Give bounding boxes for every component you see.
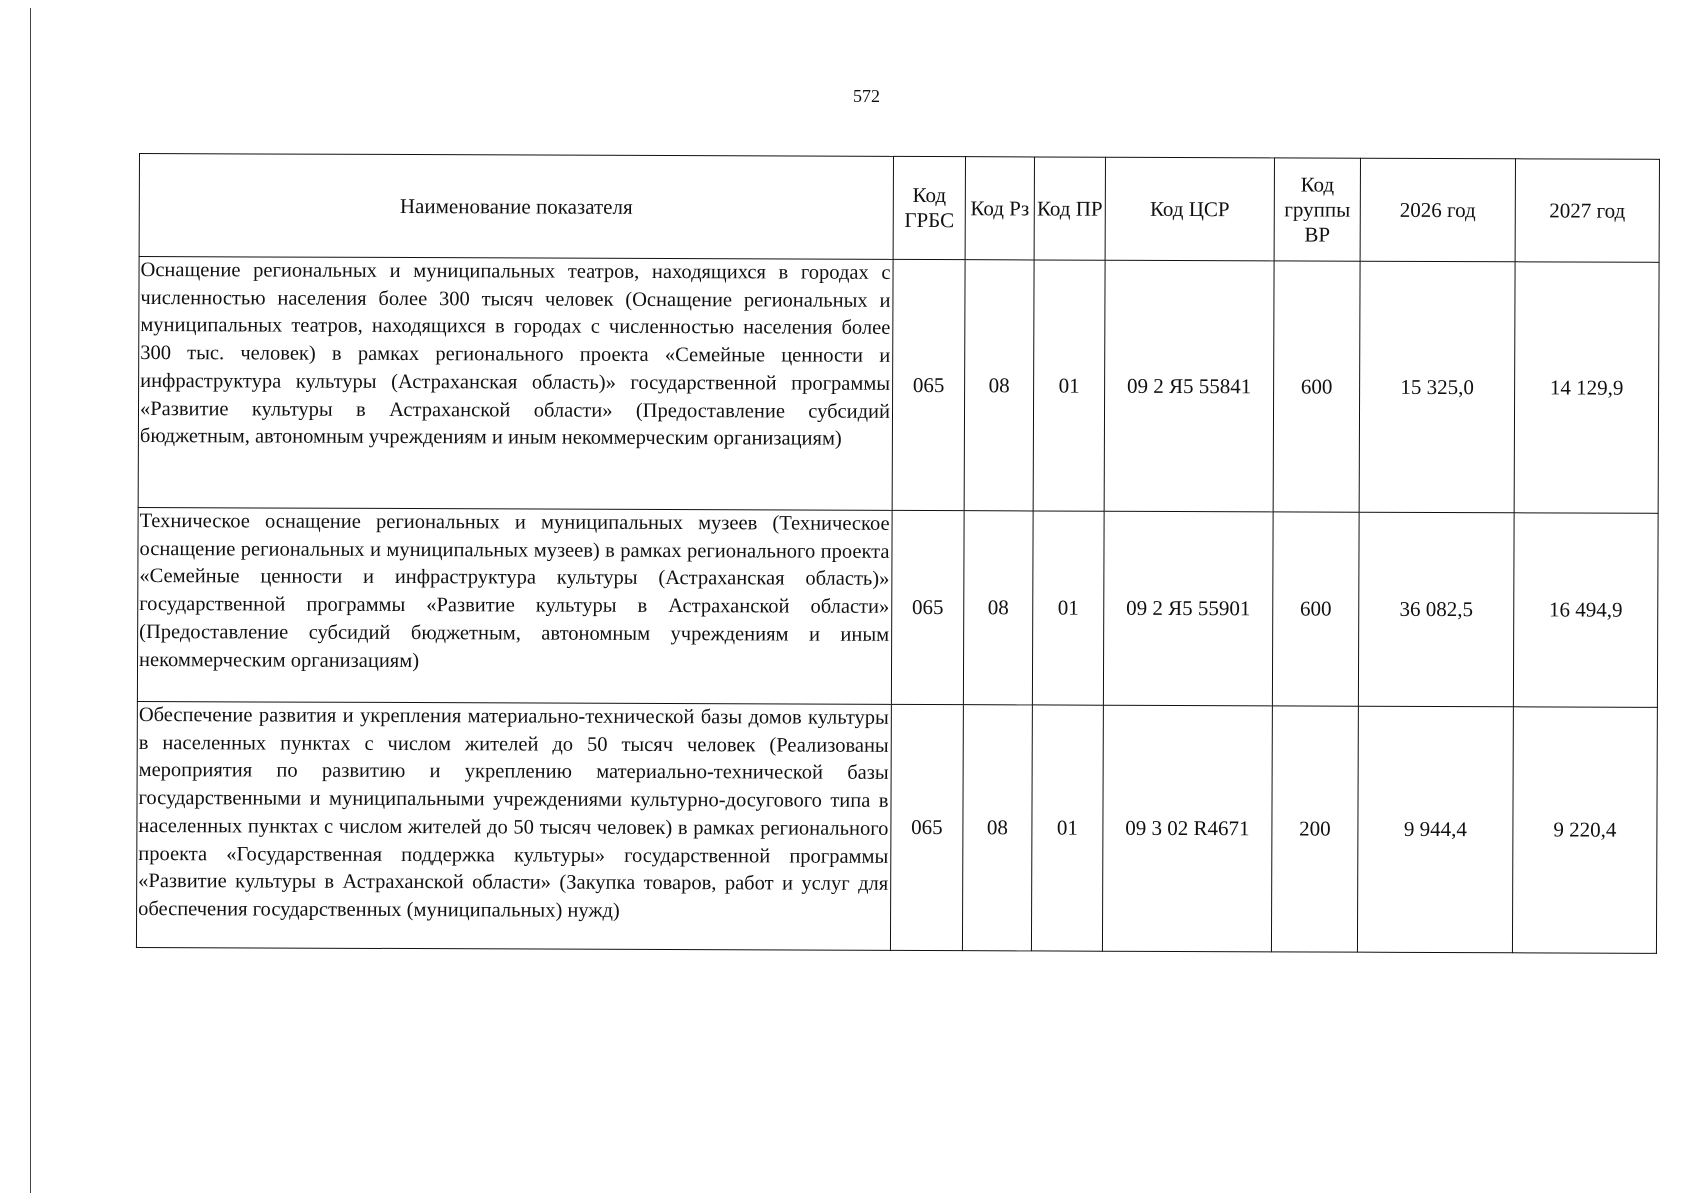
vr-code: 600 [1272,512,1359,706]
header-csr: Код ЦСР [1105,157,1274,261]
csr-code: 09 3 02 R4671 [1102,705,1272,952]
header-rz: Код Рз [965,157,1034,260]
csr-code: 09 2 Я5 55901 [1103,511,1273,706]
header-grbs: Код ГРБС [893,156,965,259]
rz-code: 08 [964,260,1034,511]
scan-edge-line [30,8,31,1193]
rz-code: 08 [963,511,1033,705]
table-row [137,507,1658,707]
amount-2026: 9 944,4 [1357,706,1513,953]
amount-2026: 36 082,5 [1358,512,1514,707]
amount-2027: 14 129,9 [1514,262,1659,514]
header-vr: Код группы ВР [1274,158,1360,261]
table-row [136,701,1657,953]
pr-code: 01 [1031,705,1103,951]
grbs-code: 065 [890,704,963,950]
header-2026: 2026 год [1360,158,1515,262]
pr-code: 01 [1032,511,1104,705]
indicator-name: Оснащение региональных и муниципальных театров, находящихся в городах с численностью населения более 300 тысяч человек (Оснащение региональных и муниципальных театров, находящихся в городах с численностью населения более 300 тыс. человек) в рамках регионального проекта «Семейные ценности и инфраструктура культуры (Астраханская область)» государственной программы «Развитие культуры в Астраханской области» (Предоставление субсидий бюджетным, автономным учреждениям и иным некоммерческим организациям) [138,257,893,511]
pr-code: 01 [1033,260,1105,511]
header-name: Наименование показателя [139,154,893,260]
csr-code: 09 2 Я5 55841 [1104,260,1274,512]
table-header-row [139,154,1659,263]
indicator-name: Обеспечение развития и укрепления материально-технической базы домов культуры в населенных пунктах с числом жителей до 50 тысяч человек (Реализованы мероприятия по развитию и укреплению материально-технической базы государственными и муниципальными учреждениями культурно-досугового типа в населенных пунктах с числом жителей до 50 тысяч человек) в рамках регионального проекта «Государственная поддержка культуры» государственной программы «Развитие культуры в Астраханской области» (Закупка товаров, работ и услуг для обеспечения государственных (муниципальных) нужд) [136,701,891,950]
indicator-name: Техническое оснащение региональных и муниципальных музеев (Техническое оснащение региональных и муниципальных музеев) в рамках регионального проекта «Семейные ценности и инфраструктура культуры (Астраханская область)» государственной программы «Развитие культуры в Астраханской области» (Предоставление субсидий бюджетным, автономным учреждениям и иным некоммерческим организациям) [137,507,892,704]
vr-code: 200 [1271,706,1358,952]
table-row [138,257,1659,514]
vr-code: 600 [1273,261,1360,512]
grbs-code: 065 [891,510,964,704]
header-2027: 2027 год [1515,159,1659,263]
header-pr: Код ПР [1034,157,1105,260]
rz-code: 08 [962,705,1032,951]
amount-2027: 9 220,4 [1512,707,1657,954]
amount-2027: 16 494,9 [1513,513,1658,708]
amount-2026: 15 325,0 [1359,261,1515,513]
page-number: 572 [853,86,880,106]
budget-table [136,153,1660,954]
grbs-code: 065 [892,259,965,510]
